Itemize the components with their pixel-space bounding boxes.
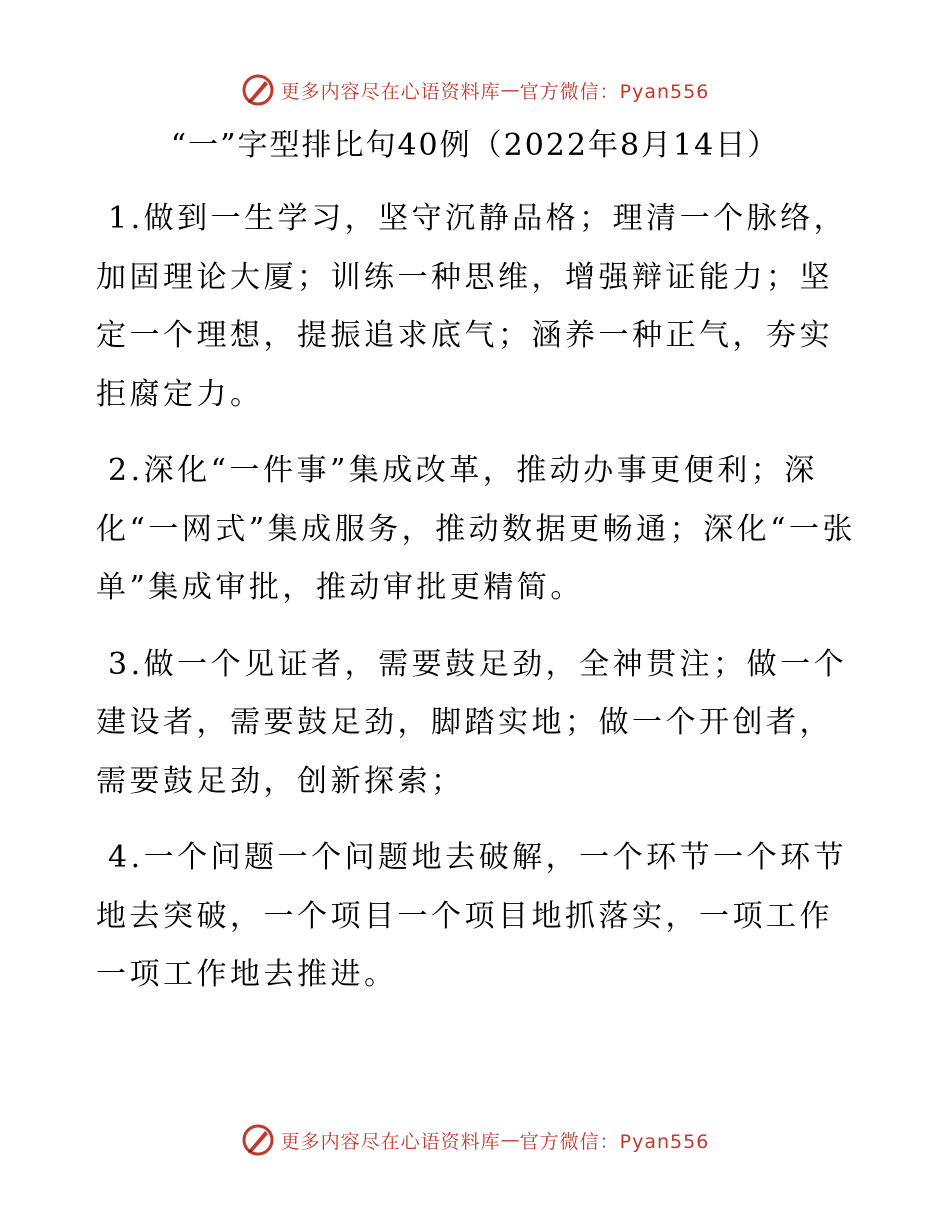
- watermark-suffix: 官方微信：Pyan556: [519, 80, 710, 103]
- paragraph-3: 3.做一个见证者，需要鼓足劲，全神贯注；做一个建设者，需要鼓足劲，脚踏实地；做一个开创者，需要鼓足劲，创新探索；: [96, 646, 848, 799]
- watermark-separator: —: [500, 79, 520, 101]
- quill-pen-logo-icon: [241, 1123, 275, 1157]
- document-body: [96, 190, 856, 1023]
- header-watermark: [0, 70, 950, 110]
- paragraph-4: 4.一个问题一个问题地去破解，一个环节一个环节地去突破，一个项目一个项目地抓落实，一项工作一项工作地去推进。: [96, 840, 848, 992]
- watermark-suffix: 官方微信：Pyan556: [519, 1130, 710, 1153]
- paragraph-2: 2.深化“一件事”集成改革，推动办事更便利；深化“一网式”集成服务，推动数据更畅通；深化“一张单”集成审批，推动审批更精简。: [96, 453, 857, 605]
- quill-pen-logo-icon: [241, 73, 275, 107]
- footer-watermark: [0, 1120, 950, 1160]
- watermark-separator: —: [500, 1129, 520, 1151]
- watermark-text: 更多内容尽在心语资料库: [280, 1130, 501, 1153]
- document-title: “一”字型排比句40例（2022年8月14日）: [170, 128, 780, 163]
- watermark-text: 更多内容尽在心语资料库: [280, 80, 501, 103]
- paragraph-1: 1.做到一生学习，坚守沉静品格；理清一个脉络，加固理论大厦；训练一种思维，增强辩证能力；坚定一个理想，提振追求底气；涵养一种正气，夯实拒腐定力。: [96, 201, 848, 412]
